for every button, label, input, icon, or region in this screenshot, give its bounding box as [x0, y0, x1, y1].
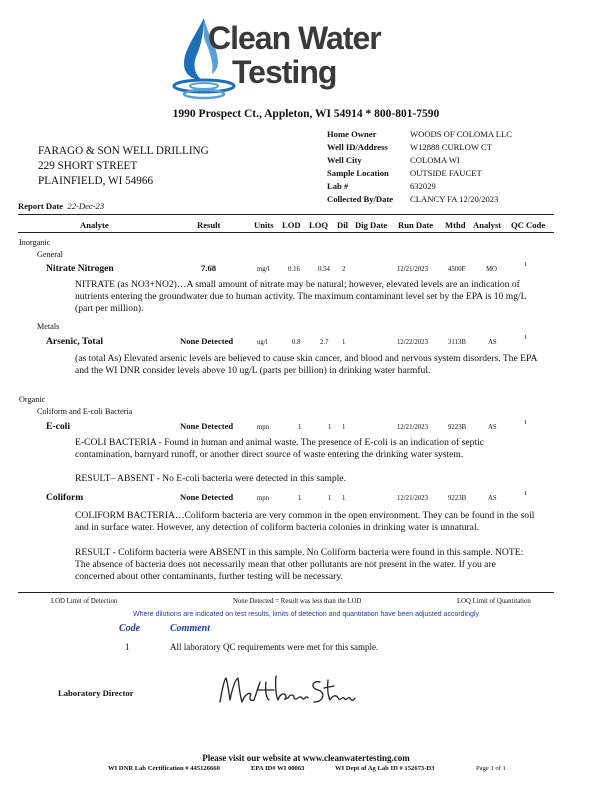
analyte-note: (as total As) Elevated arsenic levels are believed to cause skin cancer, and blood and nervous system disorders. The EPA and the WI DNR consider levels above 10 ug/L (parts per billion) in drinking water harmful. — [75, 353, 537, 376]
meta-value-well-id: W12888 CURLOW CT — [410, 142, 492, 152]
col-loq: LOQ — [309, 220, 329, 230]
meta-label-lab-number: Lab # — [327, 181, 349, 191]
meta-label-sample-location: Sample Location — [327, 168, 389, 178]
analyte-note-result: RESULT - Coliform bacteria were ABSENT in this sample. No Coliform bacteria were found in this sample. NOTE: The absence of bacteria does not necessarily mean that other pollutants are not present in the water. If you are concerned about other contaminants, further testing will be necessary. — [75, 547, 524, 582]
lab-address: 1990 Prospect Ct., Appleton, WI 54914 * 800-801-7590 — [172, 108, 440, 120]
analyte-analyst: AS — [488, 424, 497, 431]
analyte-note-result: RESULT– ABSENT - No E-coli bacteria were detected in this sample. — [75, 473, 346, 484]
lab-logo — [168, 14, 408, 104]
legend-loq: LOQ Limit of Quantitation — [457, 598, 531, 605]
analyte-units: mpn — [257, 495, 270, 502]
col-qc-code: QC Code — [511, 220, 546, 230]
analyte-lod: 1 — [298, 495, 302, 502]
analyte-analyst: AS — [488, 495, 497, 502]
cert-ag: WI Dept of Ag Lab ID # 152673-D3 — [335, 765, 435, 772]
meta-value-collected: CLANCY FA 12/20/2023 — [410, 194, 499, 204]
analyte-note: COLIFORM BACTERIA…Coliform bacteria are very common in the open environment. They can be found in the soil and in surface water. However, any detection of coliform bacteria colonies in drinking water is unnatural. — [75, 510, 535, 533]
analyte-method: 4500F — [448, 266, 466, 273]
analyte-qc-code: 1 — [524, 490, 528, 497]
section-general: General — [37, 250, 63, 259]
meta-label-home-owner: Home Owner — [327, 129, 377, 139]
analyte-qc-code: 1 — [524, 261, 528, 268]
meta-label-collected: Collected By/Date — [327, 194, 394, 204]
qc-comment-header: Comment — [170, 623, 211, 634]
dilution-note: Where dilutions are indicated on test results, limits of detection and quantitation have been adjusted accordingly — [133, 611, 479, 618]
analyte-method: 3113B — [448, 339, 466, 346]
qc-code-value: 1 — [125, 642, 130, 652]
meta-value-sample-location: OUTSIDE FAUCET — [410, 168, 482, 178]
analyte-qc-code: 1 — [524, 419, 528, 426]
cert-epa: EPA ID# WI 00063 — [251, 765, 305, 772]
cert-dnr: WI DNR Lab Certification # 445126660 — [108, 765, 220, 772]
analyte-method: 9223B — [448, 495, 467, 502]
header-top-rule — [18, 214, 554, 215]
analyte-units: mg/l — [257, 266, 270, 273]
analyte-run-date: 12/22/2023 — [397, 339, 428, 346]
meta-label-well-city: Well City — [327, 155, 362, 165]
col-units: Units — [254, 220, 274, 230]
analyte-dil: 1 — [342, 495, 346, 502]
meta-label-well-id: Well ID/Address — [327, 142, 388, 152]
analyte-run-date: 12/21/2023 — [397, 495, 428, 502]
col-method: Mthd — [445, 220, 466, 230]
analyte-dil: 1 — [342, 424, 346, 431]
col-analyte: Analyte — [80, 220, 109, 230]
analyte-lod: 0.8 — [292, 339, 301, 346]
logo-text-line1: Clean Water — [208, 20, 381, 56]
legend-lod: LOD Limit of Detection — [51, 598, 118, 605]
analyte-loq: 1 — [328, 424, 332, 431]
analyte-result: None Detected — [180, 336, 234, 346]
qc-code-header: Code — [119, 623, 141, 634]
legend-none-detected: None Detected = Result was less than the LOD — [233, 598, 362, 605]
col-result: Result — [197, 220, 221, 230]
analyte-run-date: 12/21/2023 — [397, 266, 428, 273]
analyte-note: NITRATE (as NO3+NO2)…A small amount of nitrate may be natural; however, elevated levels are an indication of nutrients entering the groundwater due to human activity. The maximum contaminant level set by the EPA is 10 mg/L (part per million). — [75, 279, 527, 314]
analyte-result: None Detected — [180, 492, 234, 502]
section-organic: Organic — [19, 395, 46, 404]
analyte-name: Nitrate Nitrogen — [46, 263, 114, 274]
analyte-loq: 1 — [328, 495, 332, 502]
analyte-dil: 2 — [342, 266, 346, 273]
section-metals: Metals — [37, 322, 60, 331]
section-inorganic: Inorganic — [19, 238, 51, 247]
header-bottom-rule — [18, 232, 554, 233]
meta-value-home-owner: WOODS OF COLOMA LLC — [410, 129, 512, 139]
analyte-result: None Detected — [180, 421, 234, 431]
analyte-qc-code: 1 — [524, 334, 528, 341]
analyte-analyst: AS — [488, 339, 497, 346]
director-signature — [216, 672, 356, 712]
analyte-loq: 2.7 — [320, 339, 329, 346]
analyte-units: mpn — [257, 424, 270, 431]
analyte-note: E-COLI BACTERIA - Found in human and animal waste. The presence of E-coli is an indication of septic contamination, barnyard runoff, or another direct source of waste entering the drinking water system. — [75, 437, 485, 460]
analyte-dil: 1 — [342, 339, 346, 346]
analyte-units: ug/l — [257, 339, 268, 346]
report-date: Report Date 22-Dec-23 — [18, 201, 105, 211]
col-analyst: Analyst — [473, 220, 502, 230]
analyte-method: 9223B — [448, 424, 467, 431]
client-city: PLAINFIELD, WI 54966 — [38, 175, 154, 187]
client-street: 229 SHORT STREET — [38, 160, 138, 172]
qc-comment-value: All laboratory QC requirements were met for this sample. — [170, 642, 379, 652]
analyte-name: Coliform — [46, 492, 84, 503]
analyte-lod: 0.16 — [288, 266, 300, 273]
col-dig-date: Dig Date — [355, 220, 388, 230]
meta-value-lab-number: 632029 — [410, 181, 436, 191]
page-number: Page 1 of 1 — [476, 765, 506, 772]
analyte-name: Arsenic, Total — [46, 336, 104, 347]
col-dil: Dil — [337, 220, 348, 230]
legend-rule — [18, 592, 554, 593]
analyte-lod: 1 — [298, 424, 302, 431]
col-run-date: Run Date — [398, 220, 434, 230]
analyte-loq: 0.54 — [318, 266, 330, 273]
director-label: Laboratory Director — [58, 688, 134, 698]
meta-value-well-city: COLOMA WI — [410, 155, 460, 165]
analyte-run-date: 12/21/2023 — [397, 424, 428, 431]
website-text: Please visit our website at www.cleanwatertesting.com — [202, 753, 410, 763]
client-name: FARAGO & SON WELL DRILLING — [38, 145, 209, 157]
analyte-analyst: MO — [486, 266, 497, 273]
section-coliform-group: Coliform and E-coli Bacteria — [37, 407, 133, 416]
logo-text-line2: Testing — [232, 54, 337, 90]
analyte-name: E-coli — [46, 421, 70, 432]
analyte-result: 7.68 — [201, 263, 217, 273]
col-lod: LOD — [282, 220, 301, 230]
